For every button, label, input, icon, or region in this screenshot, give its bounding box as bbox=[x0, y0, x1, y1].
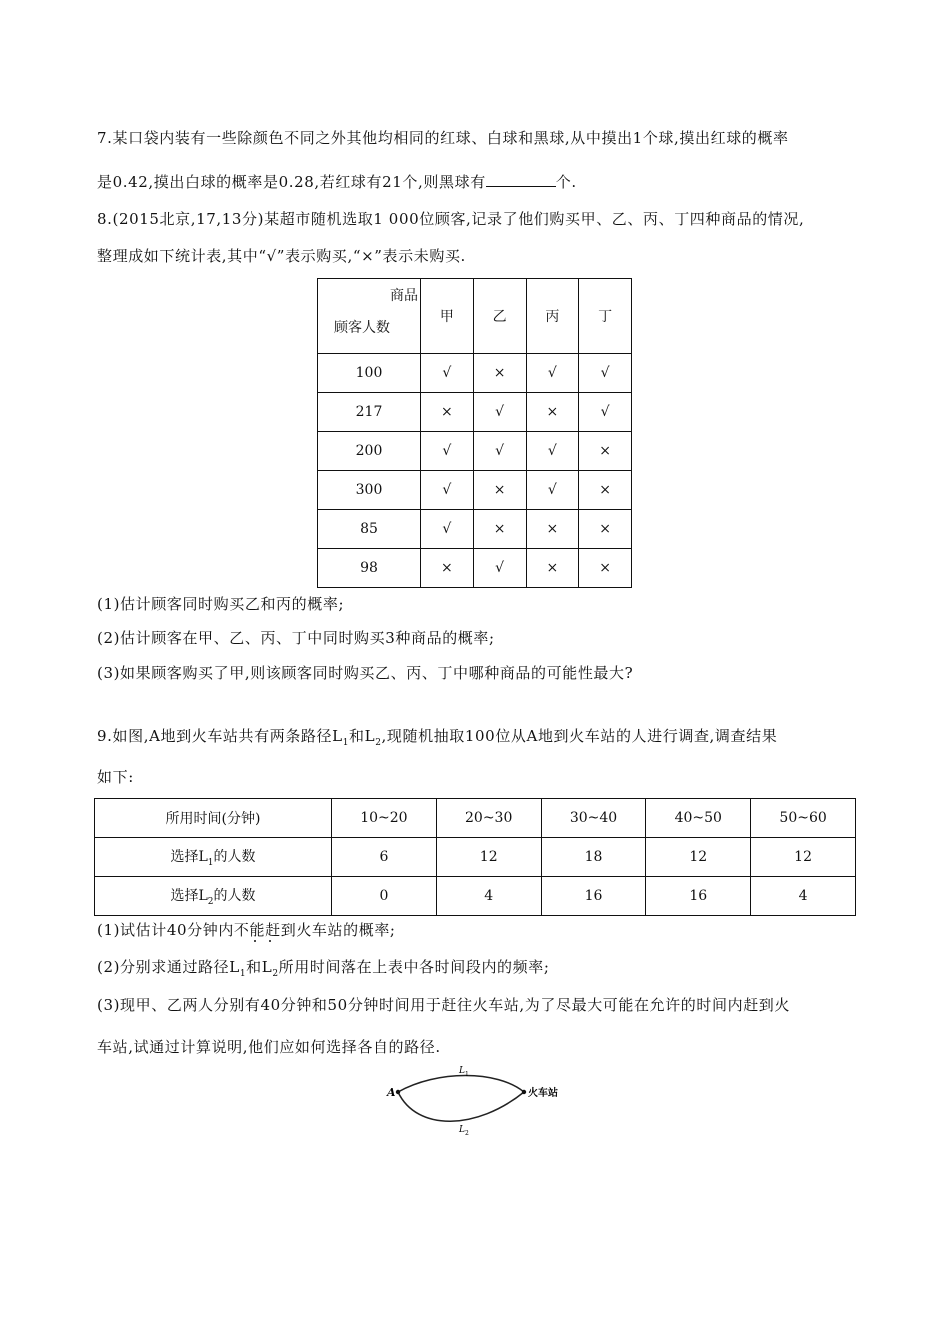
q9-sub1: (1)试估计40分钟内不能赶到火车站的概率; bbox=[97, 921, 396, 939]
travel-time-table bbox=[94, 798, 856, 916]
table-row bbox=[318, 354, 632, 393]
station-label: 火车站 bbox=[528, 1088, 558, 1099]
q8-line1: 8.(2015北京,17,13分)某超市随机选取1 000位顾客,记录了他们购买甲、乙、丙、丁四种商品的情况, bbox=[97, 210, 805, 228]
q7-line2-text: 是0.42,摸出白球的概率是0.28,若红球有21个,则黑球有 bbox=[97, 173, 486, 191]
path-l1-curve bbox=[398, 1076, 524, 1093]
table-cell: 16 bbox=[646, 877, 751, 916]
header-cell: 20~30 bbox=[436, 799, 541, 838]
table-cell: √ bbox=[579, 393, 632, 432]
purchase-table bbox=[317, 278, 632, 588]
table-cell: 200 bbox=[318, 432, 421, 471]
header-cell: 10~20 bbox=[332, 799, 437, 838]
row-label-b: 的人数 bbox=[213, 849, 256, 866]
sub-index: 2 bbox=[207, 896, 214, 907]
emphasis-dot bbox=[269, 940, 271, 942]
table-cell: √ bbox=[526, 354, 579, 393]
table-header-row bbox=[318, 279, 632, 354]
header-cell: 40~50 bbox=[646, 799, 751, 838]
sub-index: 1 bbox=[207, 857, 214, 868]
q9-sub3-line2: 车站,试通过计算说明,他们应如何选择各自的路径. bbox=[97, 1038, 441, 1056]
table-cell: √ bbox=[526, 432, 579, 471]
row-label-a: 选择L bbox=[170, 849, 208, 866]
q9-line1-b: 和L bbox=[349, 727, 376, 745]
q9-line1-a: 9.如图,A地到火车站共有两条路径L bbox=[97, 727, 343, 745]
q9-sub3-line1: (3)现甲、乙两人分别有40分钟和50分钟时间用于赶往火车站,为了尽最大可能在允许的时间内赶到火 bbox=[97, 996, 790, 1014]
path-l2-curve bbox=[398, 1092, 524, 1121]
table-cell: × bbox=[473, 471, 526, 510]
table-cell: √ bbox=[473, 432, 526, 471]
table-cell: 0 bbox=[332, 877, 437, 916]
header-cell: 50~60 bbox=[751, 799, 856, 838]
table-cell: × bbox=[526, 393, 579, 432]
q7-line2 bbox=[97, 171, 577, 192]
q8-sub2: (2)估计顾客在甲、乙、丙、丁中同时购买3种商品的概率; bbox=[97, 629, 495, 647]
table-cell: × bbox=[579, 471, 632, 510]
answer-blank[interactable] bbox=[486, 172, 556, 187]
table-row bbox=[318, 432, 632, 471]
table-cell: 217 bbox=[318, 393, 421, 432]
corner-bottom-label: 顾客人数 bbox=[334, 320, 390, 336]
point-a-label: A bbox=[387, 1086, 396, 1099]
header-label-cell: 所用时间(分钟) bbox=[95, 799, 332, 838]
table-cell: 100 bbox=[318, 354, 421, 393]
q9-sub2-a: (2)分别求通过路径L bbox=[97, 958, 240, 976]
table-row bbox=[318, 471, 632, 510]
table-cell: 6 bbox=[332, 838, 437, 877]
table-cell: 4 bbox=[751, 877, 856, 916]
station-dot bbox=[522, 1090, 526, 1094]
q9-line1-c: ,现随机抽取100位从A地到火车站的人进行调查,调查结果 bbox=[381, 727, 778, 745]
sub-index: 1 bbox=[342, 738, 350, 748]
q9-sub2-b: 和L bbox=[246, 958, 273, 976]
sub-index: 1 bbox=[239, 969, 247, 979]
row-label-a: 选择L bbox=[170, 888, 208, 905]
table-cell: 12 bbox=[436, 838, 541, 877]
table-cell: √ bbox=[526, 471, 579, 510]
path-l2-sub: 2 bbox=[465, 1130, 469, 1137]
q8-sub3: (3)如果顾客购买了甲,则该顾客同时购买乙、丙、丁中哪种商品的可能性最大? bbox=[97, 664, 634, 682]
header-cell: 甲 bbox=[421, 279, 474, 354]
table-cell: × bbox=[473, 510, 526, 549]
path-l2-label: L bbox=[459, 1125, 465, 1135]
diagonal-header-cell bbox=[318, 279, 421, 354]
table-cell: √ bbox=[473, 549, 526, 588]
table-cell: 85 bbox=[318, 510, 421, 549]
table-row bbox=[95, 838, 856, 877]
table-cell: √ bbox=[579, 354, 632, 393]
q9-line1 bbox=[97, 725, 777, 748]
table-cell: 300 bbox=[318, 471, 421, 510]
q7-line2-tail: 个. bbox=[555, 173, 577, 191]
emphasis-dot bbox=[254, 940, 256, 942]
table-cell: × bbox=[526, 549, 579, 588]
table-cell: √ bbox=[421, 432, 474, 471]
table-cell: 18 bbox=[541, 838, 646, 877]
path-l1-label: L bbox=[459, 1066, 465, 1076]
header-cell: 丁 bbox=[579, 279, 632, 354]
q7-line1: 7.某口袋内装有一些除颜色不同之外其他均相同的红球、白球和黑球,从中摸出1个球,摸出红球的概率 bbox=[97, 129, 789, 147]
q8-line2: 整理成如下统计表,其中“√”表示购买,“×”表示未购买. bbox=[97, 247, 466, 265]
q8-sub1: (1)估计顾客同时购买乙和丙的概率; bbox=[97, 595, 345, 613]
q9-sub2 bbox=[97, 956, 550, 979]
table-cell: 16 bbox=[541, 877, 646, 916]
table-cell: 12 bbox=[751, 838, 856, 877]
table-cell: × bbox=[473, 354, 526, 393]
table-cell: √ bbox=[421, 471, 474, 510]
table-cell: × bbox=[421, 393, 474, 432]
path-l1-sub: 1 bbox=[465, 1071, 469, 1078]
header-cell: 丙 bbox=[526, 279, 579, 354]
table-header-row bbox=[95, 799, 856, 838]
table-cell: × bbox=[579, 549, 632, 588]
table-row bbox=[318, 393, 632, 432]
table-cell: √ bbox=[421, 354, 474, 393]
table-cell: √ bbox=[421, 510, 474, 549]
route-diagram bbox=[382, 1062, 582, 1144]
q9-sub2-c: 所用时间落在上表中各时间段内的频率; bbox=[278, 958, 550, 976]
row-label-cell bbox=[95, 877, 332, 916]
row-label-b: 的人数 bbox=[213, 888, 256, 905]
table-cell: 98 bbox=[318, 549, 421, 588]
sub-index: 2 bbox=[375, 738, 382, 748]
table-cell: × bbox=[579, 510, 632, 549]
q9-line2: 如下: bbox=[97, 768, 134, 786]
table-cell: × bbox=[526, 510, 579, 549]
table-row bbox=[318, 510, 632, 549]
table-cell: 12 bbox=[646, 838, 751, 877]
table-cell: 4 bbox=[436, 877, 541, 916]
point-a-dot bbox=[396, 1090, 400, 1094]
table-row bbox=[95, 877, 856, 916]
table-row bbox=[318, 549, 632, 588]
header-cell: 30~40 bbox=[541, 799, 646, 838]
table-cell: √ bbox=[473, 393, 526, 432]
table-cell: × bbox=[579, 432, 632, 471]
row-label-cell bbox=[95, 838, 332, 877]
header-cell: 乙 bbox=[473, 279, 526, 354]
table-cell: × bbox=[421, 549, 474, 588]
sub-index: 2 bbox=[272, 969, 279, 979]
corner-top-label: 商品 bbox=[390, 288, 418, 304]
